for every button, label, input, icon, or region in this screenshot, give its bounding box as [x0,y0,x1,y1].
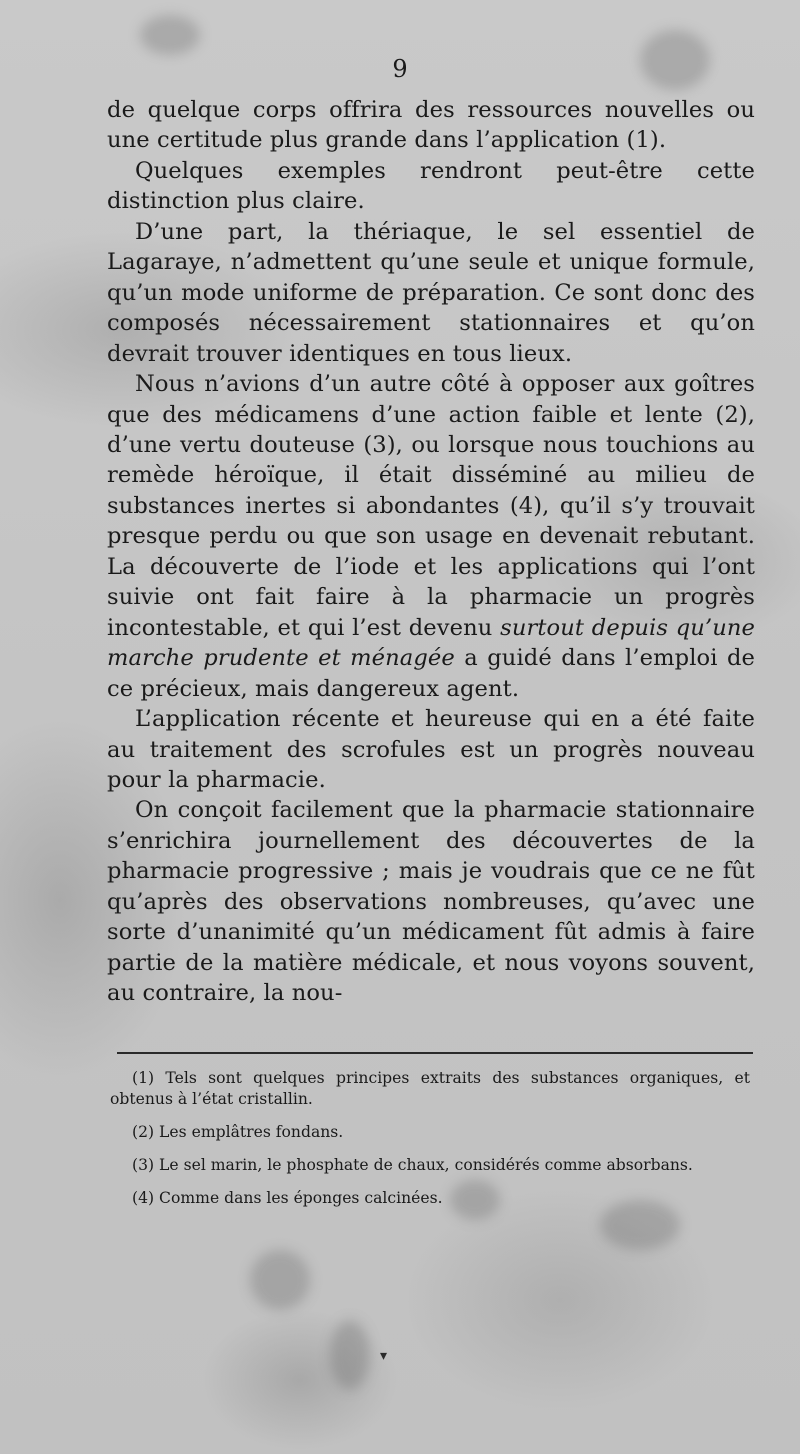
printer-mark: ▾ [380,1348,388,1364]
paragraph-4 [107,369,755,704]
paragraph-3: D’une part, la thériaque, le sel essentiel de Lagaraye, n’admettent qu’une seule et unique formule, qu’un mode uniforme de préparation. Ce sont donc des composés nécessairement stationnaires et qu’on devrait trouver identiques en tous lieux. [107,218,755,367]
paragraph-1: de quelque corps offrira des ressources nouvelles ou une certitude plus grande dans l’application (1). [107,97,755,154]
paragraph-5: L’application récente et heureuse qui en a été faite au traitement des scrofules est un progrès nouveau pour la pharmacie. [107,706,755,793]
stain-mark [140,15,200,55]
paragraph-4-italic: surtout depuis qu’une marche prudente et ménagée [107,614,756,672]
footnote-rule [117,1052,753,1054]
footnote-4: (4) Comme dans les éponges calcinées. [132,1189,443,1207]
stain-mark [250,1250,310,1310]
stain-mark [330,1320,370,1390]
paragraph-6: On conçoit facilement que la pharmacie stationnaire s’enrichira journellement des découvertes de la pharmacie progressive ; mais je voudrais que ce ne fût qu’après des observations nombreuses, qu’avec une sorte d’unanimité qu’un médicament fût admis à faire partie de la matière médicale, et nous voyons souvent, au contraire, la nou- [107,797,755,1007]
paragraph-2: Quelques exemples rendront peut-être cette distinction plus claire. [107,157,755,215]
footnote-1: (1) Tels sont quelques principes extraits des substances organiques, et obtenus à l’état cristallin. [110,1069,750,1108]
footnote-3: (3) Le sel marin, le phosphate de chaux, considérés comme absorbans. [132,1156,693,1174]
paragraph-4-end: a guidé dans l’emploi de ce précieux, mais dangereux agent. [107,645,756,702]
body-text [107,95,755,1009]
page-number: 9 [392,55,408,83]
footnote-2: (2) Les emplâtres fondans. [132,1123,344,1141]
paragraph-4-text: Nous n’avions d’un autre côté à opposer aux goîtres que des médicamens d’une action faible et lente (2), d’une vertu douteuse (3), ou lorsque nous touchions au remède héroïque, il était disséminé au milieu de substances inertes si abondantes (4), qu’il s’y trouvait presque perdu ou que son usage en devenait rebutant. La découverte de l’iode et les applications qui l’ont suivie ont fait faire à la pharmacie un progrès incontestable, et qui l’est devenu [107,371,755,641]
footnotes [110,1068,750,1221]
